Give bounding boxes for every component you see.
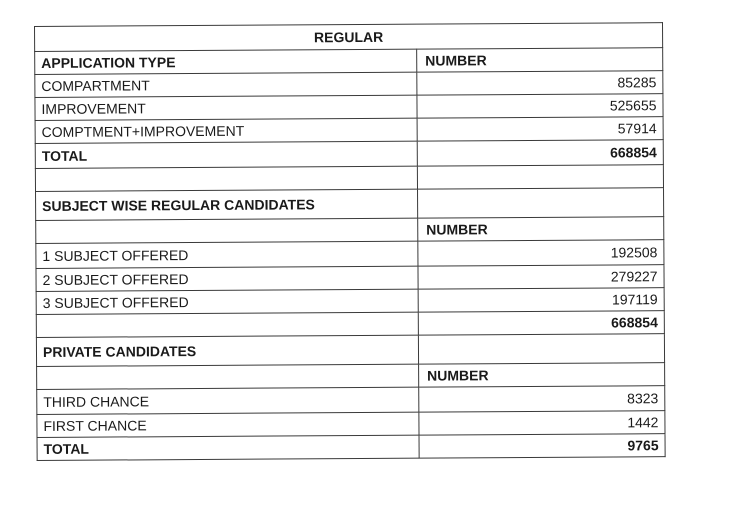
title-row: [35, 23, 663, 52]
section-header-row: [36, 188, 664, 221]
row-label: 2 SUBJECT OFFERED: [36, 266, 418, 291]
table-row: [37, 386, 665, 415]
row-label: 1 SUBJECT OFFERED: [36, 241, 418, 268]
row-label: THIRD CHANCE: [37, 387, 419, 414]
row-value: 197119: [418, 288, 664, 313]
row-value: 279227: [418, 265, 664, 290]
private-candidates-header: PRIVATE CANDIDATES: [36, 335, 418, 366]
empty-cell: [35, 166, 417, 191]
document-sheet: [34, 22, 665, 461]
total-label: TOTAL: [37, 435, 419, 460]
empty-cell: [37, 364, 419, 389]
empty-cell: [417, 165, 663, 190]
row-value: 525655: [417, 94, 663, 119]
number-header: NUMBER: [418, 217, 664, 242]
row-value: 192508: [418, 240, 664, 267]
row-label: FIRST CHANCE: [37, 412, 419, 437]
table-title: REGULAR: [35, 23, 663, 52]
table-row: [35, 140, 663, 169]
number-header: NUMBER: [417, 48, 663, 73]
row-value: 85285: [417, 71, 663, 96]
row-label: COMPTMENT+IMPROVEMENT: [35, 118, 417, 143]
empty-cell: [418, 188, 664, 219]
candidates-table: [34, 22, 666, 461]
total-label: TOTAL: [35, 141, 417, 168]
application-type-header: APPLICATION TYPE: [35, 49, 417, 74]
total-value: 668854: [417, 140, 663, 167]
row-label: COMPARTMENT: [35, 72, 417, 97]
total-value: 9765: [419, 434, 665, 459]
empty-cell: [36, 218, 418, 243]
row-value: 8323: [419, 386, 665, 413]
row-value: 57914: [417, 117, 663, 142]
table-row: [36, 240, 664, 269]
subject-wise-header: SUBJECT WISE REGULAR CANDIDATES: [36, 189, 418, 220]
number-header: NUMBER: [419, 363, 665, 388]
table-row: [37, 434, 665, 461]
row-value: 1442: [419, 411, 665, 436]
row-label: 3 SUBJECT OFFERED: [36, 289, 418, 314]
section-header-row: [36, 334, 664, 367]
empty-cell: [418, 334, 664, 365]
empty-cell: [36, 312, 418, 337]
row-label: IMPROVEMENT: [35, 95, 417, 120]
total-value: 668854: [418, 311, 664, 336]
